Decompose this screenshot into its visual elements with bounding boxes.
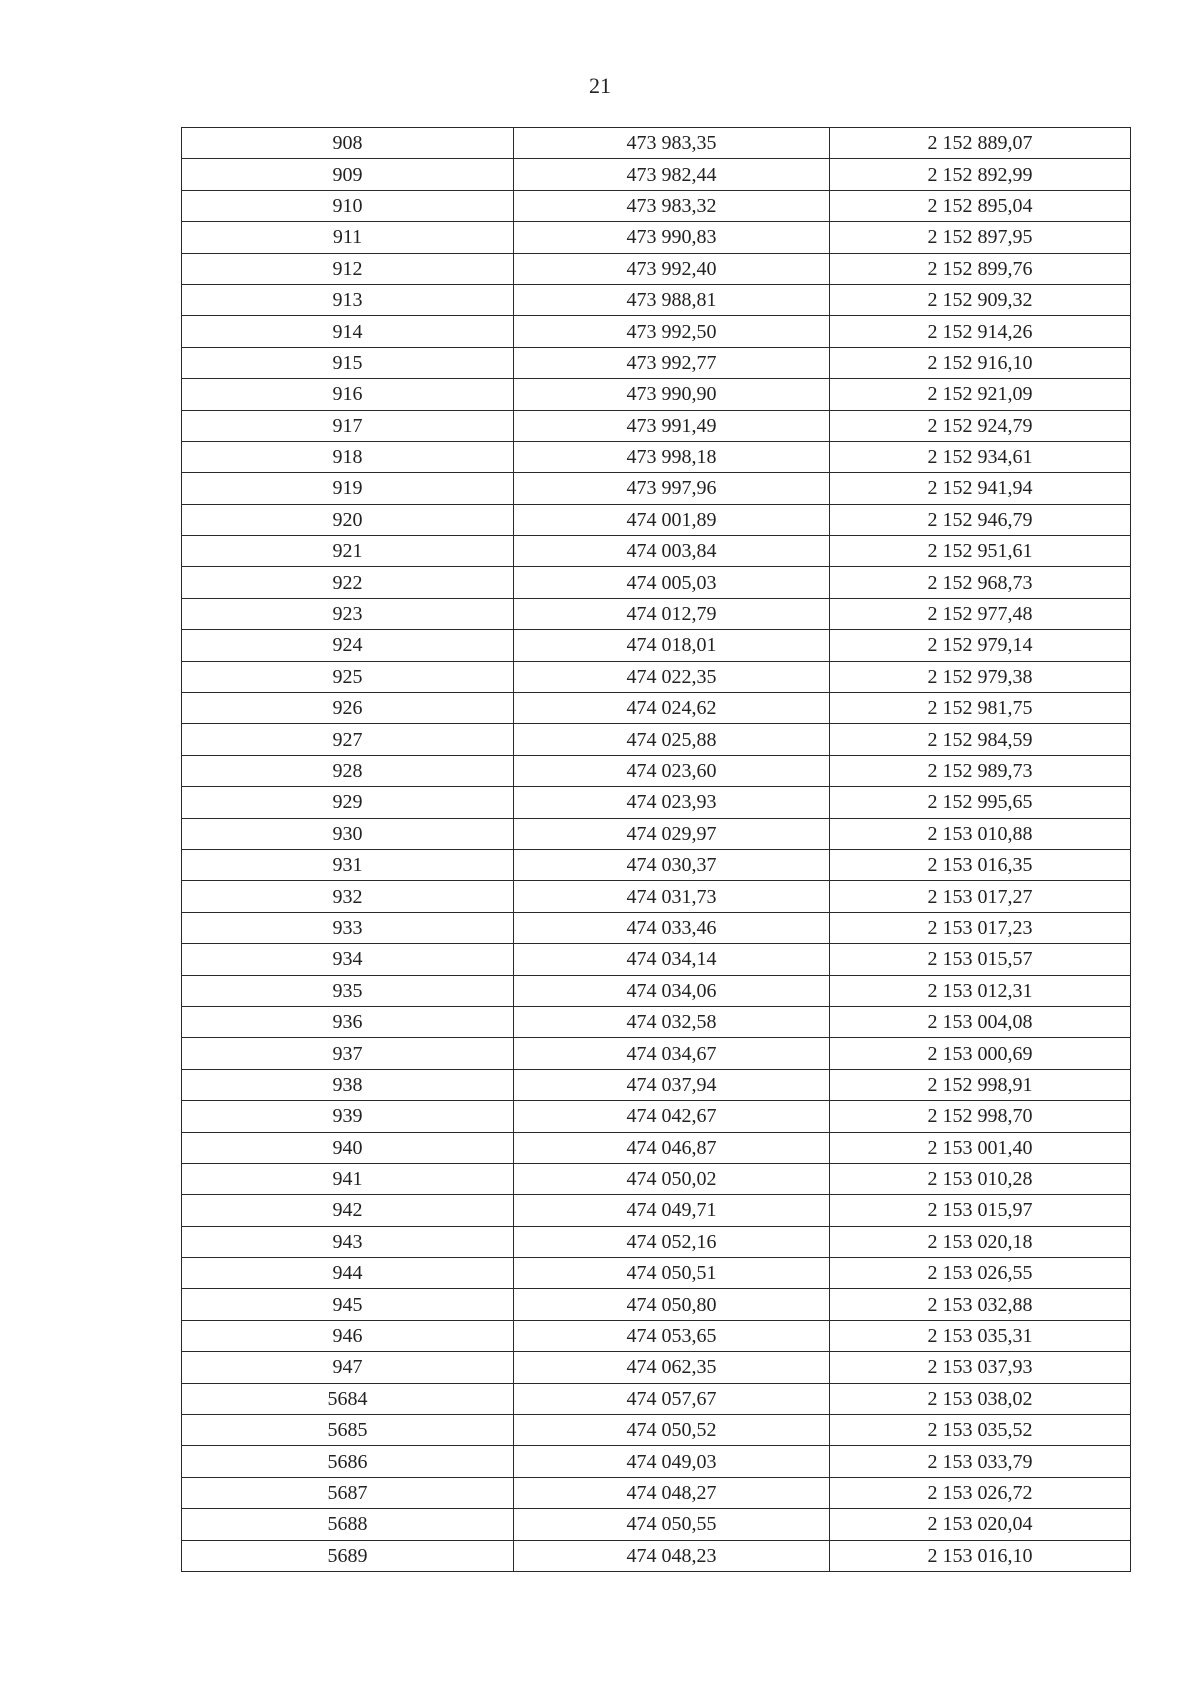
table-row xyxy=(182,1069,1131,1100)
y-coordinate-cell: 2 152 998,70 xyxy=(830,1101,1131,1132)
table-row xyxy=(182,1132,1131,1163)
y-coordinate-cell: 2 152 946,79 xyxy=(830,504,1131,535)
point-number-cell: 5684 xyxy=(182,1383,514,1414)
point-number-cell: 924 xyxy=(182,630,514,661)
y-coordinate-cell: 2 153 033,79 xyxy=(830,1446,1131,1477)
point-number-cell: 936 xyxy=(182,1006,514,1037)
table-row xyxy=(182,567,1131,598)
point-number-cell: 5688 xyxy=(182,1509,514,1540)
x-coordinate-cell: 473 982,44 xyxy=(514,159,830,190)
y-coordinate-cell: 2 153 001,40 xyxy=(830,1132,1131,1163)
table-row xyxy=(182,630,1131,661)
point-number-cell: 927 xyxy=(182,724,514,755)
point-number-cell: 920 xyxy=(182,504,514,535)
point-number-cell: 923 xyxy=(182,598,514,629)
point-number-cell: 911 xyxy=(182,222,514,253)
table-row xyxy=(182,881,1131,912)
x-coordinate-cell: 474 024,62 xyxy=(514,693,830,724)
x-coordinate-cell: 473 997,96 xyxy=(514,473,830,504)
y-coordinate-cell: 2 153 017,27 xyxy=(830,881,1131,912)
table-row xyxy=(182,1006,1131,1037)
point-number-cell: 945 xyxy=(182,1289,514,1320)
y-coordinate-cell: 2 153 020,04 xyxy=(830,1509,1131,1540)
table-row xyxy=(182,1383,1131,1414)
y-coordinate-cell: 2 152 909,32 xyxy=(830,284,1131,315)
y-coordinate-cell: 2 152 914,26 xyxy=(830,316,1131,347)
y-coordinate-cell: 2 153 037,93 xyxy=(830,1352,1131,1383)
x-coordinate-cell: 473 990,83 xyxy=(514,222,830,253)
point-number-cell: 5687 xyxy=(182,1477,514,1508)
x-coordinate-cell: 474 050,02 xyxy=(514,1163,830,1194)
y-coordinate-cell: 2 152 968,73 xyxy=(830,567,1131,598)
y-coordinate-cell: 2 152 934,61 xyxy=(830,441,1131,472)
y-coordinate-cell: 2 153 000,69 xyxy=(830,1038,1131,1069)
x-coordinate-cell: 474 050,55 xyxy=(514,1509,830,1540)
x-coordinate-cell: 473 990,90 xyxy=(514,379,830,410)
y-coordinate-cell: 2 152 951,61 xyxy=(830,536,1131,567)
x-coordinate-cell: 474 029,97 xyxy=(514,818,830,849)
x-coordinate-cell: 474 042,67 xyxy=(514,1101,830,1132)
y-coordinate-cell: 2 153 016,10 xyxy=(830,1540,1131,1571)
point-number-cell: 932 xyxy=(182,881,514,912)
point-number-cell: 940 xyxy=(182,1132,514,1163)
x-coordinate-cell: 474 052,16 xyxy=(514,1226,830,1257)
y-coordinate-cell: 2 152 995,65 xyxy=(830,787,1131,818)
point-number-cell: 928 xyxy=(182,755,514,786)
y-coordinate-cell: 2 153 035,31 xyxy=(830,1320,1131,1351)
table-row xyxy=(182,975,1131,1006)
table-row xyxy=(182,1352,1131,1383)
y-coordinate-cell: 2 152 897,95 xyxy=(830,222,1131,253)
point-number-cell: 915 xyxy=(182,347,514,378)
x-coordinate-cell: 474 023,60 xyxy=(514,755,830,786)
table-row xyxy=(182,693,1131,724)
table-row xyxy=(182,347,1131,378)
x-coordinate-cell: 474 049,71 xyxy=(514,1195,830,1226)
point-number-cell: 926 xyxy=(182,693,514,724)
point-number-cell: 5685 xyxy=(182,1415,514,1446)
x-coordinate-cell: 474 046,87 xyxy=(514,1132,830,1163)
x-coordinate-cell: 474 034,14 xyxy=(514,944,830,975)
point-number-cell: 922 xyxy=(182,567,514,598)
x-coordinate-cell: 474 031,73 xyxy=(514,881,830,912)
y-coordinate-cell: 2 152 989,73 xyxy=(830,755,1131,786)
table-row xyxy=(182,944,1131,975)
point-number-cell: 918 xyxy=(182,441,514,472)
x-coordinate-cell: 474 050,80 xyxy=(514,1289,830,1320)
point-number-cell: 934 xyxy=(182,944,514,975)
point-number-cell: 939 xyxy=(182,1101,514,1132)
point-number-cell: 909 xyxy=(182,159,514,190)
x-coordinate-cell: 474 062,35 xyxy=(514,1352,830,1383)
y-coordinate-cell: 2 153 026,55 xyxy=(830,1258,1131,1289)
point-number-cell: 930 xyxy=(182,818,514,849)
table-row xyxy=(182,598,1131,629)
point-number-cell: 942 xyxy=(182,1195,514,1226)
y-coordinate-cell: 2 153 035,52 xyxy=(830,1415,1131,1446)
x-coordinate-cell: 474 048,27 xyxy=(514,1477,830,1508)
point-number-cell: 944 xyxy=(182,1258,514,1289)
y-coordinate-cell: 2 153 010,28 xyxy=(830,1163,1131,1194)
table-row xyxy=(182,1446,1131,1477)
x-coordinate-cell: 474 023,93 xyxy=(514,787,830,818)
table-row xyxy=(182,1101,1131,1132)
y-coordinate-cell: 2 153 032,88 xyxy=(830,1289,1131,1320)
table-row xyxy=(182,755,1131,786)
table-row xyxy=(182,818,1131,849)
table-row xyxy=(182,316,1131,347)
x-coordinate-cell: 474 037,94 xyxy=(514,1069,830,1100)
x-coordinate-cell: 474 048,23 xyxy=(514,1540,830,1571)
point-number-cell: 946 xyxy=(182,1320,514,1351)
table-row xyxy=(182,1540,1131,1571)
x-coordinate-cell: 474 018,01 xyxy=(514,630,830,661)
y-coordinate-cell: 2 152 979,38 xyxy=(830,661,1131,692)
table-row xyxy=(182,1477,1131,1508)
point-number-cell: 921 xyxy=(182,536,514,567)
table-row xyxy=(182,724,1131,755)
y-coordinate-cell: 2 153 038,02 xyxy=(830,1383,1131,1414)
y-coordinate-cell: 2 152 889,07 xyxy=(830,128,1131,159)
x-coordinate-cell: 473 991,49 xyxy=(514,410,830,441)
table-row xyxy=(182,1226,1131,1257)
y-coordinate-cell: 2 152 899,76 xyxy=(830,253,1131,284)
y-coordinate-cell: 2 152 941,94 xyxy=(830,473,1131,504)
y-coordinate-cell: 2 152 998,91 xyxy=(830,1069,1131,1100)
point-number-cell: 947 xyxy=(182,1352,514,1383)
point-number-cell: 912 xyxy=(182,253,514,284)
table-row xyxy=(182,536,1131,567)
point-number-cell: 910 xyxy=(182,190,514,221)
point-number-cell: 5686 xyxy=(182,1446,514,1477)
point-number-cell: 5689 xyxy=(182,1540,514,1571)
x-coordinate-cell: 473 992,50 xyxy=(514,316,830,347)
y-coordinate-cell: 2 152 921,09 xyxy=(830,379,1131,410)
y-coordinate-cell: 2 153 004,08 xyxy=(830,1006,1131,1037)
point-number-cell: 929 xyxy=(182,787,514,818)
point-number-cell: 938 xyxy=(182,1069,514,1100)
point-number-cell: 919 xyxy=(182,473,514,504)
table-row xyxy=(182,473,1131,504)
x-coordinate-cell: 474 030,37 xyxy=(514,849,830,880)
y-coordinate-cell: 2 153 010,88 xyxy=(830,818,1131,849)
point-number-cell: 916 xyxy=(182,379,514,410)
x-coordinate-cell: 474 003,84 xyxy=(514,536,830,567)
x-coordinate-cell: 474 049,03 xyxy=(514,1446,830,1477)
y-coordinate-cell: 2 153 016,35 xyxy=(830,849,1131,880)
table-row xyxy=(182,1509,1131,1540)
x-coordinate-cell: 474 001,89 xyxy=(514,504,830,535)
point-number-cell: 933 xyxy=(182,912,514,943)
table-row xyxy=(182,1038,1131,1069)
y-coordinate-cell: 2 153 015,57 xyxy=(830,944,1131,975)
table-row xyxy=(182,849,1131,880)
x-coordinate-cell: 473 998,18 xyxy=(514,441,830,472)
point-number-cell: 913 xyxy=(182,284,514,315)
point-number-cell: 935 xyxy=(182,975,514,1006)
x-coordinate-cell: 474 034,67 xyxy=(514,1038,830,1069)
point-number-cell: 908 xyxy=(182,128,514,159)
table-row xyxy=(182,1258,1131,1289)
x-coordinate-cell: 474 050,51 xyxy=(514,1258,830,1289)
table-row xyxy=(182,661,1131,692)
coordinates-table xyxy=(181,127,1131,1572)
x-coordinate-cell: 474 032,58 xyxy=(514,1006,830,1037)
x-coordinate-cell: 474 057,67 xyxy=(514,1383,830,1414)
x-coordinate-cell: 473 983,32 xyxy=(514,190,830,221)
y-coordinate-cell: 2 152 892,99 xyxy=(830,159,1131,190)
y-coordinate-cell: 2 153 017,23 xyxy=(830,912,1131,943)
y-coordinate-cell: 2 153 026,72 xyxy=(830,1477,1131,1508)
point-number-cell: 931 xyxy=(182,849,514,880)
y-coordinate-cell: 2 152 916,10 xyxy=(830,347,1131,378)
table-row xyxy=(182,128,1131,159)
x-coordinate-cell: 474 022,35 xyxy=(514,661,830,692)
x-coordinate-cell: 474 050,52 xyxy=(514,1415,830,1446)
page-number: 21 xyxy=(589,73,611,98)
table-row xyxy=(182,159,1131,190)
y-coordinate-cell: 2 152 981,75 xyxy=(830,693,1131,724)
coordinates-table-body xyxy=(182,128,1131,1572)
y-coordinate-cell: 2 152 977,48 xyxy=(830,598,1131,629)
point-number-cell: 937 xyxy=(182,1038,514,1069)
table-row xyxy=(182,504,1131,535)
x-coordinate-cell: 474 025,88 xyxy=(514,724,830,755)
table-row xyxy=(182,253,1131,284)
table-row xyxy=(182,379,1131,410)
x-coordinate-cell: 474 005,03 xyxy=(514,567,830,598)
y-coordinate-cell: 2 152 984,59 xyxy=(830,724,1131,755)
table-row xyxy=(182,1163,1131,1194)
y-coordinate-cell: 2 153 015,97 xyxy=(830,1195,1131,1226)
point-number-cell: 917 xyxy=(182,410,514,441)
table-row xyxy=(182,1289,1131,1320)
table-row xyxy=(182,787,1131,818)
x-coordinate-cell: 473 992,40 xyxy=(514,253,830,284)
y-coordinate-cell: 2 153 012,31 xyxy=(830,975,1131,1006)
x-coordinate-cell: 474 012,79 xyxy=(514,598,830,629)
x-coordinate-cell: 473 988,81 xyxy=(514,284,830,315)
table-row xyxy=(182,222,1131,253)
x-coordinate-cell: 474 034,06 xyxy=(514,975,830,1006)
x-coordinate-cell: 473 992,77 xyxy=(514,347,830,378)
table-row xyxy=(182,1415,1131,1446)
y-coordinate-cell: 2 152 895,04 xyxy=(830,190,1131,221)
point-number-cell: 941 xyxy=(182,1163,514,1194)
table-row xyxy=(182,410,1131,441)
table-row xyxy=(182,1195,1131,1226)
table-row xyxy=(182,441,1131,472)
x-coordinate-cell: 474 053,65 xyxy=(514,1320,830,1351)
table-row xyxy=(182,912,1131,943)
x-coordinate-cell: 473 983,35 xyxy=(514,128,830,159)
x-coordinate-cell: 474 033,46 xyxy=(514,912,830,943)
y-coordinate-cell: 2 152 979,14 xyxy=(830,630,1131,661)
point-number-cell: 943 xyxy=(182,1226,514,1257)
point-number-cell: 914 xyxy=(182,316,514,347)
table-row xyxy=(182,284,1131,315)
table-row xyxy=(182,1320,1131,1351)
y-coordinate-cell: 2 152 924,79 xyxy=(830,410,1131,441)
y-coordinate-cell: 2 153 020,18 xyxy=(830,1226,1131,1257)
point-number-cell: 925 xyxy=(182,661,514,692)
table-row xyxy=(182,190,1131,221)
